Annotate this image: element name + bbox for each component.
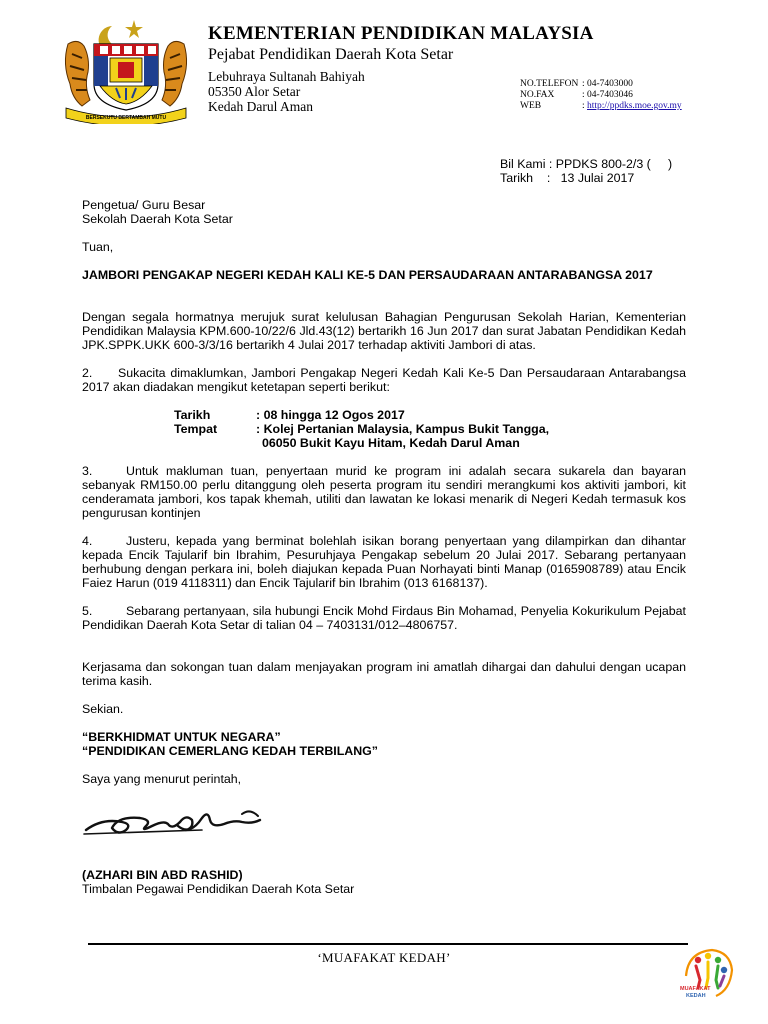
sekian-text: Sekian. — [82, 702, 124, 716]
event-date-label: Tarikh — [174, 408, 211, 422]
handwritten-signature — [82, 796, 272, 844]
footer-motto: ‘MUAFAKAT KEDAH’ — [317, 950, 451, 965]
svg-text:MUAFAKAT: MUAFAKAT — [680, 986, 711, 992]
closing-paragraph: Kerjasama dan sokongan tuan dalam menjayakan program ini amatlah dihargai dan dahului dengan ucapan terima kasih. — [82, 660, 686, 688]
ministry-name: KEMENTERIAN PENDIDIKAN MALAYSIA — [208, 23, 594, 44]
event-venue-line-2: 06050 Bukit Kayu Hitam, Kedah Darul Aman — [262, 436, 520, 450]
saya-yang-menurut: Saya yang menurut perintah, — [82, 772, 242, 786]
recipient-line-2: Sekolah Daerah Kota Setar — [82, 212, 233, 226]
contact-telefon — [520, 79, 633, 89]
recipient-line-1: Pengetua/ Guru Besar — [82, 198, 206, 212]
paragraph-3 — [82, 464, 686, 520]
subject-line: JAMBORI PENGAKAP NEGERI KEDAH KALI KE-5 DAN PERSAUDARAAN ANTARABANGSA 2017 — [82, 268, 653, 282]
paragraph-number: 3. — [82, 464, 93, 478]
contact-label: NO.TELEFON — [520, 79, 579, 89]
paragraph-4 — [82, 534, 686, 590]
malaysia-coat-of-arms-logo — [60, 14, 192, 124]
event-venue-label: Tempat — [174, 422, 218, 436]
address-line-2: 05350 Alor Setar — [208, 84, 301, 99]
contact-value: : 04-7403046 — [582, 90, 633, 100]
paragraph-number: 5. — [82, 604, 93, 618]
paragraph-text: Sebarang pertanyaan, sila hubungi Encik Mohd Firdaus Bin Mohamad, Penyelia Kokurikulum Pejabat Pendidikan Daerah Kota Setar di talian 04 – 7403131/012–4806757. — [82, 604, 686, 632]
footer-divider — [88, 943, 688, 945]
muafakat-kedah-logo — [676, 946, 736, 1004]
event-date-value: : 08 hingga 12 Ogos 2017 — [256, 408, 405, 422]
reference-date: Tarikh : 13 Julai 2017 — [500, 171, 635, 185]
svg-text:BERSEKUTU BERTAMBAH MUTU: BERSEKUTU BERTAMBAH MUTU — [85, 115, 167, 121]
contact-web — [520, 101, 682, 111]
web-link[interactable]: http://ppdks.moe.gov.my — [587, 101, 682, 111]
event-venue-row — [174, 422, 549, 436]
paragraph-number: 2. — [82, 366, 93, 380]
salutation: Tuan, — [82, 240, 114, 254]
address-line-1: Lebuhraya Sultanah Bahiyah — [208, 69, 365, 84]
contact-label: WEB — [520, 101, 542, 111]
contact-label: NO.FAX — [520, 90, 555, 100]
contact-value: : 04-7403000 — [582, 79, 633, 89]
office-name: Pejabat Pendidikan Daerah Kota Setar — [208, 46, 454, 63]
paragraph-1: Dengan segala hormatnya merujuk surat kelulusan Bahagian Pengurusan Sekolah Harian, Kementerian Pendidikan Malaysia KPM.600-10/22/6 Jld.43(12) bertarikh 16 Jun 2017 dan surat Jabatan Pendidikan Kedah JPK.SPPK.UKK 600-3/3/16 bertarikh 4 Julai 2017 terhadap aktiviti Jambori di atas. — [82, 310, 686, 352]
signer-name: (AZHARI BIN ABD RASHID) — [82, 868, 243, 882]
contact-sep: : — [582, 101, 588, 111]
paragraph-5 — [82, 604, 686, 632]
paragraph-text: Justeru, kepada yang berminat bolehlah isikan borang penyertaan yang dilampirkan dan dihantar kepada Encik Tajularif bin Ibrahim, Pesuruhjaya Pengakap sebelum 20 Julai 2017. Sebarang pertanyaan berhubung dengan perkara ini, boleh diajukan kepada Puan Norhayati binti Manap (0165908789) atau Encik Faiez Harun (019 4118311) dan Encik Tajularif bin Ibrahim (013 6168137). — [82, 534, 686, 590]
event-date-row — [174, 408, 405, 422]
motto-line-2: “PENDIDIKAN CEMERLANG KEDAH TERBILANG” — [82, 744, 379, 758]
contact-fax — [520, 90, 633, 100]
paragraph-number: 4. — [82, 534, 93, 548]
motto-line-1: “BERKHIDMAT UNTUK NEGARA” — [82, 730, 281, 744]
svg-text:KEDAH: KEDAH — [686, 993, 706, 999]
reference-number: Bil Kami : PPDKS 800-2/3 ( ) — [500, 157, 673, 171]
paragraph-text: Untuk makluman tuan, penyertaan murid ke program ini adalah secara sukarela dan bayaran sebanyak RM150.00 perlu ditanggung oleh peserta program itu sendiri merangkumi kos aktiviti jambori, kit cenderamata jambori, kos tapak khemah, utiliti dan lawatan ke lokasi menarik di Negeri Kedah termasuk kos pengurusan kontinjen — [82, 464, 686, 520]
event-venue-value: : Kolej Pertanian Malaysia, Kampus Bukit Tangga, — [256, 422, 550, 436]
signer-title: Timbalan Pegawai Pendidikan Daerah Kota Setar — [82, 882, 355, 896]
paragraph-2 — [82, 366, 686, 394]
paragraph-text: Sukacita dimaklumkan, Jambori Pengakap Negeri Kedah Kali Ke-5 Dan Persaudaraan Antarabangsa 2017 akan diadakan mengikut ketetapan seperti berikut: — [82, 366, 686, 394]
address-line-3: Kedah Darul Aman — [208, 99, 313, 114]
